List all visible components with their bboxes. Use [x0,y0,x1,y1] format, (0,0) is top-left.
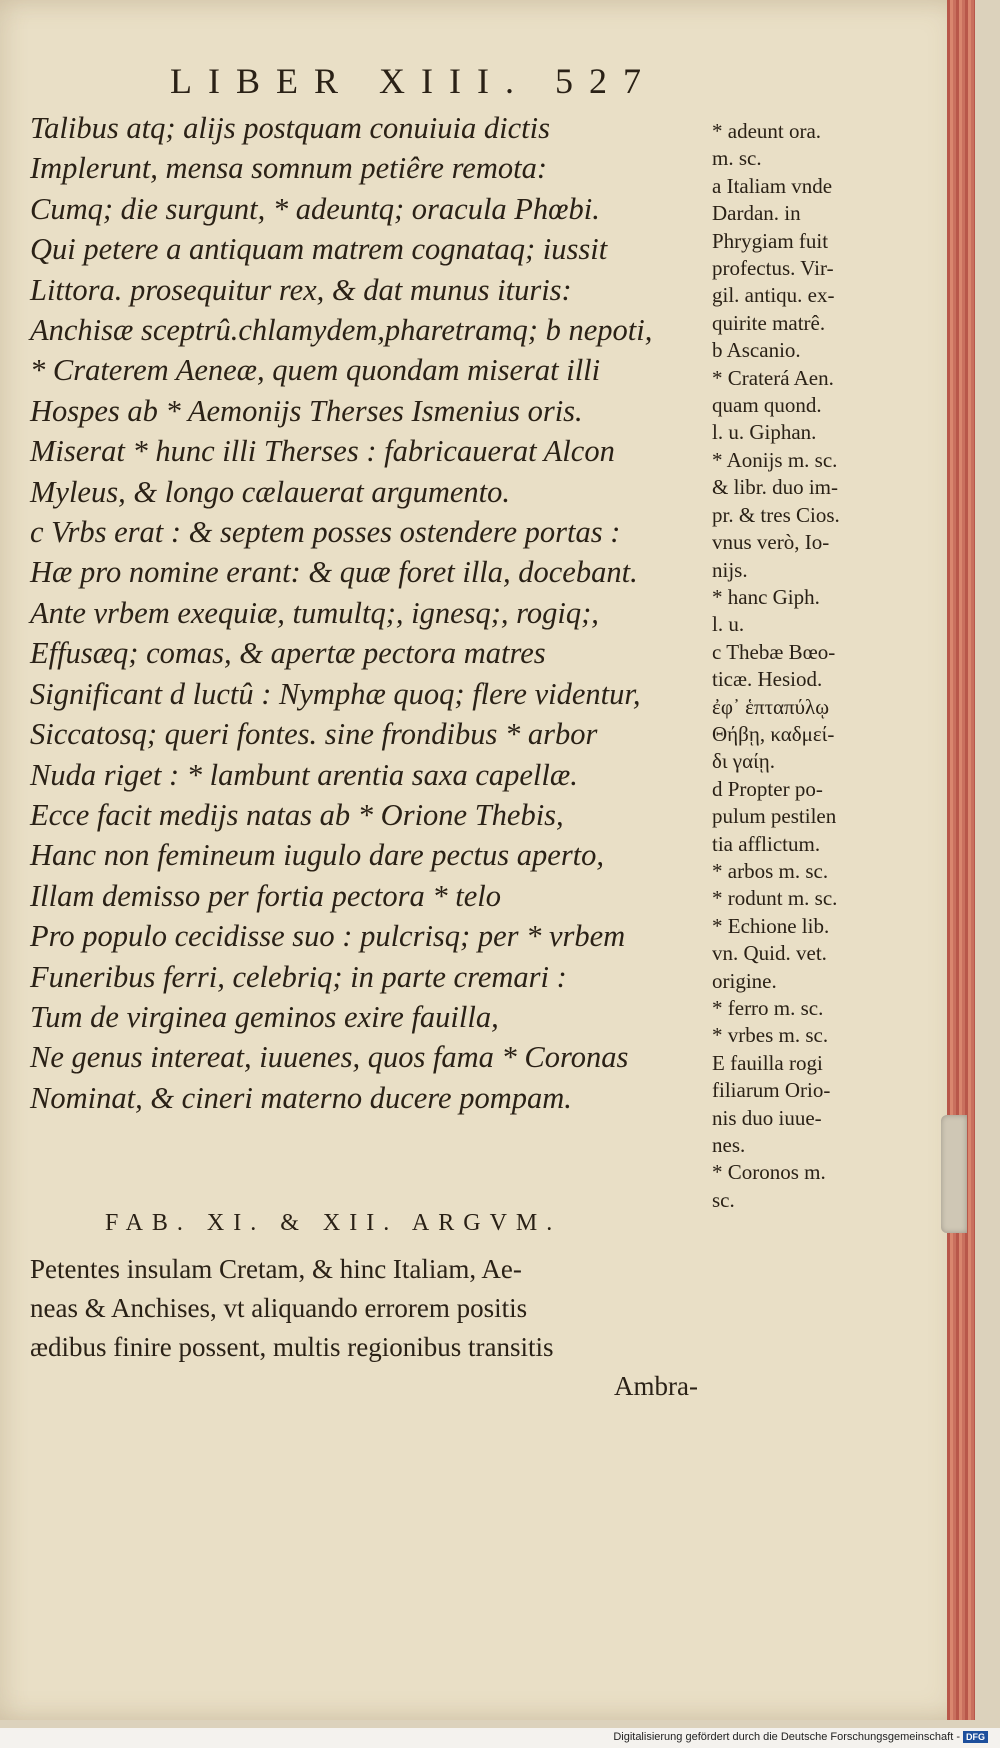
argument-line: neas & Anchises, vt aliquando errorem positis [30,1293,528,1323]
margin-note-line: * ferro m. sc. [712,996,824,1020]
verse-line: Hospes ab * Aemonijs Therses Ismenius oris. [30,393,583,428]
margin-note-line: m. sc. [712,146,762,171]
margin-note-line: vn. Quid. vet. [712,941,827,966]
verse-line: Ecce facit medijs natas ab * Orione Thebis, [30,797,564,832]
margin-note-line: a Italiam vnde [712,173,833,198]
margin-note-line: * Craterá Aen. [712,365,834,390]
verse-line: Funeribus ferri, celebriq; in parte cremari : [30,959,567,994]
margin-note-line: tia afflictum. [712,831,821,856]
margin-note-line: E fauilla rogi [712,1050,823,1075]
verse-line: Siccatosq; queri fontes. sine frondibus * arbor [30,717,598,752]
verse-line: Nuda riget : * lambunt arentia saxa capellæ. [30,757,578,792]
margin-note-line: * vrbes m. sc. [712,1023,829,1048]
verse-line: Ne genus intereat, iuuenes, quos fama * Coronas [30,1040,629,1075]
margin-note-line: origine. [712,968,777,993]
fable-title: FAB. XI. & XII. ARGVM. [105,1210,562,1236]
margin-note-line: * Echione lib. [712,913,830,938]
verse-line: Ante vrbem exequiæ, tumultq;, ignesq;, rogiq;, [30,595,599,630]
page-clip [941,1115,967,1233]
footer-credit [613,1731,988,1743]
verse-line: Anchisæ sceptrû.chlamydem,pharetramq; b nepoti, [30,313,653,348]
running-header: LIBER XIII. 527 [170,61,657,101]
verse-line: Nominat, & cineri materno ducere pompam. [30,1080,572,1115]
margin-note-line: quam quond. [712,393,822,418]
page-edge [947,0,975,1720]
footer-credit-text: Digitalisierung gefördert durch die Deutsche Forschungsgemeinschaft - [613,1731,960,1743]
verse-line: * Craterem Aeneæ, quem quondam miserat illi [30,353,601,388]
margin-note-line: nes. [712,1133,746,1158]
verse-line: Effusæq; comas, & apertæ pectora matres [30,636,546,671]
margin-note-line: ἐφ᾽ ἑπταπύλῳ [712,694,830,719]
verse-line: Hanc non femineum iugulo dare pectus aperto, [30,838,605,873]
margin-notes [712,118,912,1214]
dfg-logo: DFG [963,1731,988,1743]
verse-line: Miserat * hunc illi Therses : fabricauerat Alcon [30,434,615,469]
verse-line: Implerunt, mensa somnum petiêre remota: [30,151,547,186]
margin-note-line: ticæ. Hesiod. [712,667,823,692]
margin-note-line: * adeunt ora. [712,119,822,143]
margin-note-line: filiarum Orio- [712,1078,831,1103]
margin-note-line: l. u. [712,612,745,637]
margin-note-line: nijs. [712,557,748,582]
margin-note-line: δι γαίῃ. [712,749,775,774]
margin-note-line: & libr. duo im- [712,475,838,500]
margin-note-line: gil. antiqu. ex- [712,283,835,308]
margin-note-line: nis duo iuue- [712,1105,822,1130]
margin-note-line: * hanc Giph. [712,584,820,609]
margin-note-line: * rodunt m. sc. [712,886,838,911]
verse-line: Qui petere a antiquam matrem cognataq; iussit [30,232,608,267]
margin-note-line: * Coronos m. [712,1160,826,1185]
margin-note-line: vnus verò, Io- [712,530,830,555]
margin-note-line: pulum pestilen [712,804,837,829]
verse-line: Myleus, & longo cælauerat argumento. [30,474,511,509]
verse-line: Significant d luctû : Nymphæ quoq; flere videntur, [30,676,641,711]
argument-line: ædibus finire possent, multis regionibus transitis [30,1332,554,1362]
margin-note-line: profectus. Vir- [712,256,834,281]
argument-text [30,1250,710,1406]
verse-text [30,108,710,1118]
verse-line: Illam demisso per fortia pectora * telo [30,878,502,913]
footer-bar [0,1728,1000,1748]
verse-line: Hæ pro nomine erant: & quæ foret illa, docebant. [30,555,638,590]
margin-note-line: quirite matrê. [712,310,826,335]
margin-note-line: * arbos m. sc. [712,858,829,883]
margin-note-line: sc. [712,1187,735,1212]
verse-line: Cumq; die surgunt, * adeuntq; oracula Phœbi. [30,191,600,226]
margin-note-line: c Thebæ Bœo- [712,639,836,664]
argument-line: Ambra- [614,1371,698,1401]
margin-note-line: b Ascanio. [712,338,801,363]
verse-line: Littora. prosequitur rex, & dat munus ituris: [30,272,572,307]
argument-line: Petentes insulam Cretam, & hinc Italiam, Ae- [30,1254,522,1284]
verse-line: Pro populo cecidisse suo : pulcrisq; per * vrbem [30,919,626,954]
verse-line: Tum de virginea geminos exire fauilla, [30,999,499,1034]
margin-note-line: l. u. Giphan. [712,420,817,445]
margin-note-line: Θήβῃ, καδμεί- [712,721,835,746]
margin-note-line: pr. & tres Cios. [712,502,840,527]
verse-line: Talibus atq; alijs postquam conuiuia dictis [30,111,550,145]
verse-line: c Vrbs erat : & septem posses ostendere portas : [30,515,621,550]
margin-note-line: d Propter po- [712,776,823,801]
margin-note-line: Phrygiam fuit [712,228,829,253]
margin-note-line: * Aonijs m. sc. [712,447,838,472]
margin-note-line: Dardan. in [712,201,801,226]
